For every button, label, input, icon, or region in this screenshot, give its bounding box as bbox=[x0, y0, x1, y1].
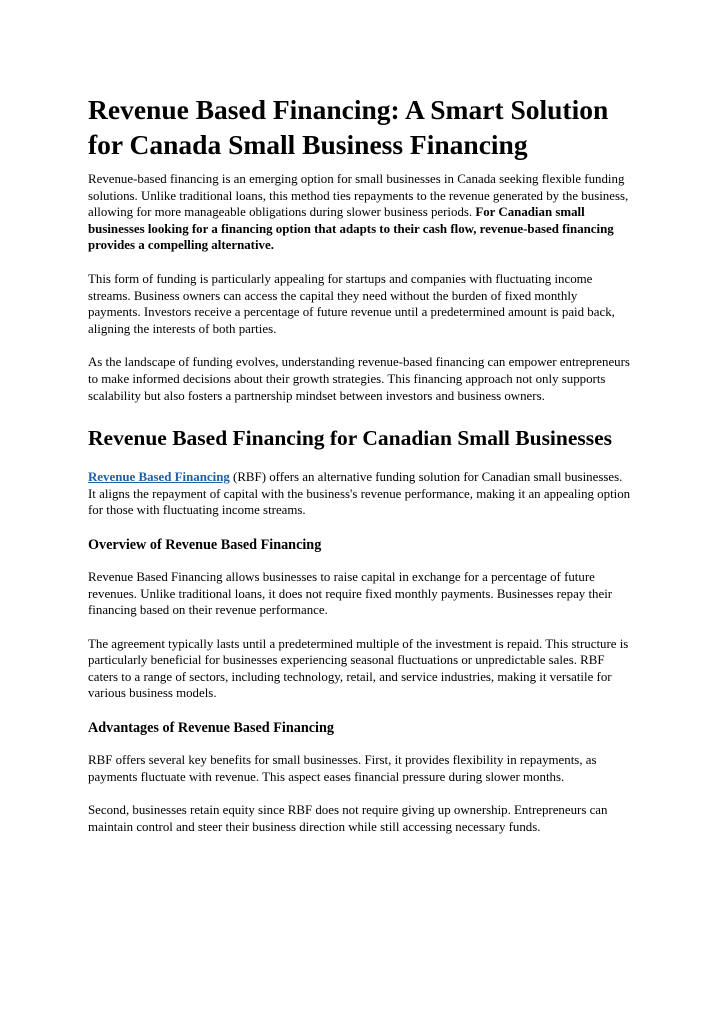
document-page bbox=[88, 92, 633, 852]
advantages-paragraph-1: RBF offers several key benefits for small businesses. First, it provides flexibility in repayments, as payments fluctuate with revenue. This aspect eases financial pressure during slower months. bbox=[88, 753, 597, 784]
overview-paragraph-2: The agreement typically lasts until a predetermined multiple of the investment is repaid. This structure is particularly beneficial for businesses experiencing seasonal fluctuations or unpredictable sales. RBF caters to a range of sectors, including technology, retail, and service industries, making it versatile for various business models. bbox=[88, 636, 629, 701]
intro-paragraph-1-bold: For Canadian small businesses looking for a financing option that adapts to their cash flow, revenue-based financing provides a compelling alternative. bbox=[88, 205, 614, 253]
section1-paragraph bbox=[88, 469, 633, 519]
page-title: Revenue Based Financing: A Smart Solution for Canada Small Business Financing bbox=[88, 94, 609, 160]
overview-paragraph-1: Revenue Based Financing allows businesses to raise capital in exchange for a percentage of future revenues. Unlike traditional loans, it does not require fixed monthly payments. Businesses repay their financing based on their revenue performance. bbox=[88, 569, 613, 618]
advantages-paragraph-2: Second, businesses retain equity since RBF does not require giving up ownership. Entrepreneurs can maintain control and steer their business direction while still accessing necessary funds. bbox=[88, 803, 608, 834]
intro-paragraph-1-text: Revenue-based financing is an emerging option for small businesses in Canada seeking flexible funding solutions. Unlike traditional loans, this method ties repayments to the revenue generated by the business, allowing for more manageable obligations during slower business periods. bbox=[88, 172, 629, 220]
intro-paragraph-1 bbox=[88, 171, 633, 254]
intro-paragraph-3: As the landscape of funding evolves, understanding revenue-based financing can empower entrepreneurs to make informed decisions about their growth strategies. This financing approach not only supports scalability but also fosters a partnership mindset between investors and business owners. bbox=[88, 355, 630, 403]
section-heading-canadian-small-businesses: Revenue Based Financing for Canadian Small Businesses bbox=[88, 426, 613, 451]
subheading-overview: Overview of Revenue Based Financing bbox=[88, 536, 322, 553]
section1-paragraph-text: (RBF) offers an alternative funding solution for Canadian small businesses. It aligns the repayment of capital with the business's revenue performance, making it an appealing option for those with fluctuating income streams. bbox=[88, 470, 631, 518]
intro-paragraph-2: This form of funding is particularly appealing for startups and companies with fluctuating income streams. Business owners can access the capital they need without the burden of fixed monthly payments. Investors receive a percentage of future revenue until a predetermined amount is paid back, aligning the interests of both parties. bbox=[88, 271, 615, 336]
revenue-based-financing-link[interactable]: Revenue Based Financing bbox=[88, 470, 230, 485]
subheading-advantages: Advantages of Revenue Based Financing bbox=[88, 720, 334, 737]
